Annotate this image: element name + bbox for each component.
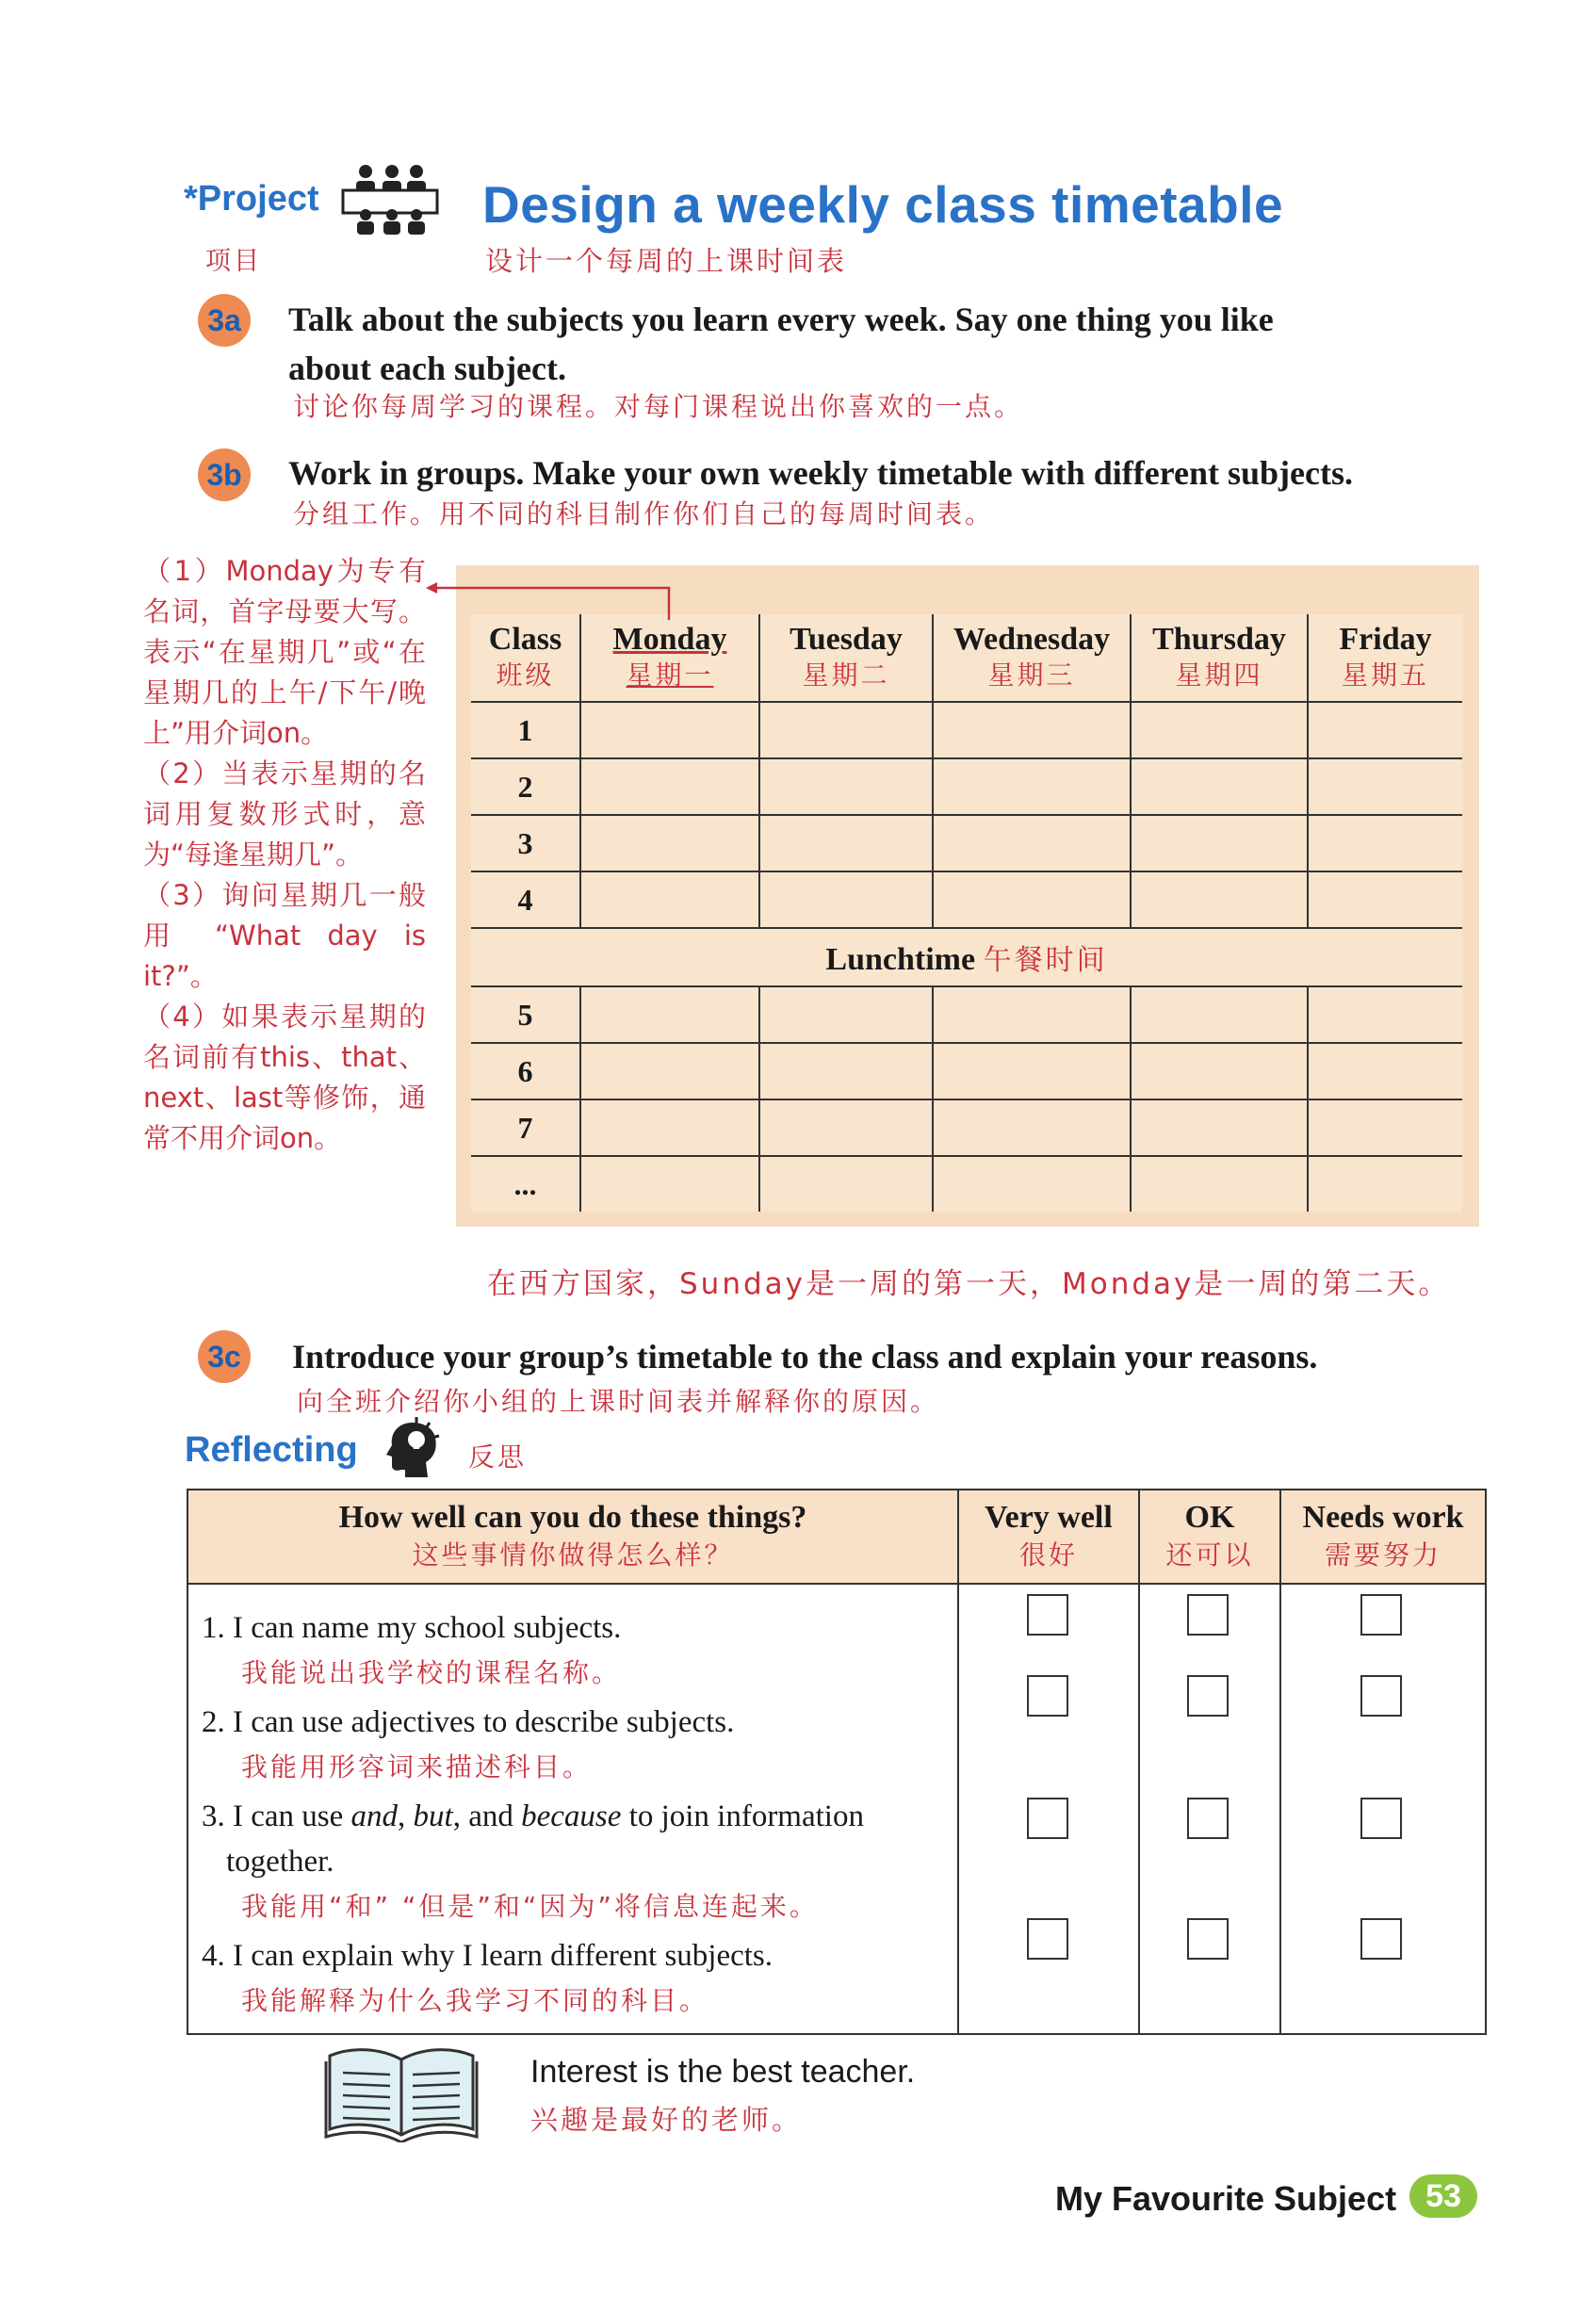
class-number: 5 xyxy=(471,986,580,1043)
header-friday: Friday 星期五 xyxy=(1308,614,1462,702)
note-3: （3）询问星期几一般用 “What day is it?”。 xyxy=(143,879,426,992)
timetable-cell[interactable] xyxy=(1308,758,1462,815)
timetable-cell[interactable] xyxy=(1308,1099,1462,1156)
quote-cn: 兴趣是最好的老师。 xyxy=(530,2104,803,2136)
task-3b-badge: 3b xyxy=(198,448,251,501)
checkbox-ok-3[interactable] xyxy=(1187,1798,1229,1839)
table-row xyxy=(471,815,1462,871)
west-note: 在西方国家，Sunday是一周的第一天，Monday是一周的第二天。 xyxy=(487,1267,1451,1301)
timetable-cell[interactable] xyxy=(580,815,759,871)
timetable-cell[interactable] xyxy=(1308,702,1462,758)
note-arrow-icon xyxy=(422,582,676,620)
note-4: （4）如果表示星期的名词前有this、that、next、last等修饰，通常不用介词on。 xyxy=(143,1001,426,1154)
checkbox-very-well-2[interactable] xyxy=(1027,1675,1068,1717)
checkbox-needs-work-3[interactable] xyxy=(1360,1798,1402,1839)
timetable-cell[interactable] xyxy=(1131,986,1308,1043)
open-book-icon xyxy=(324,2043,479,2142)
class-number: 4 xyxy=(471,871,580,928)
page-title-cn: 设计一个每周的上课时间表 xyxy=(485,245,848,277)
class-number: 1 xyxy=(471,702,580,758)
task-3c-cn: 向全班介绍你小组的上课时间表并解释你的原因。 xyxy=(297,1386,940,1417)
timetable-cell[interactable] xyxy=(580,1043,759,1099)
timetable-cell[interactable] xyxy=(1308,986,1462,1043)
timetable-cell[interactable] xyxy=(1308,815,1462,871)
header-monday: Monday 星期一 xyxy=(580,614,759,702)
header-thursday: Thursday 星期四 xyxy=(1131,614,1308,702)
timetable-cell[interactable] xyxy=(580,1099,759,1156)
timetable-cell[interactable] xyxy=(580,1156,759,1212)
timetable-cell[interactable] xyxy=(1131,1043,1308,1099)
header-question: How well can you do these things? 这些事情你做得怎么样？ xyxy=(187,1490,958,1584)
task-3b-cn: 分组工作。用不同的科目制作你们自己的每周时间表。 xyxy=(293,498,995,529)
quote: Interest is the best teacher. xyxy=(530,2054,916,2090)
checkbox-ok-2[interactable] xyxy=(1187,1675,1229,1717)
timetable-cell[interactable] xyxy=(1131,871,1308,928)
header-wednesday: Wednesday 星期三 xyxy=(933,614,1131,702)
ok-column xyxy=(1139,1584,1280,2034)
class-number: 7 xyxy=(471,1099,580,1156)
checkbox-needs-work-4[interactable] xyxy=(1360,1918,1402,1960)
timetable-cell[interactable] xyxy=(1308,871,1462,928)
timetable-cell[interactable] xyxy=(933,871,1131,928)
timetable-cell[interactable] xyxy=(1131,758,1308,815)
header-class: Class 班级 xyxy=(471,614,580,702)
can-do-item-2: 2. I can use adjectives to describe subjects. 我能用形容词来描述科目。 xyxy=(202,1705,735,1783)
can-do-list xyxy=(187,1584,958,2034)
checkbox-very-well-1[interactable] xyxy=(1027,1594,1068,1636)
timetable-cell[interactable] xyxy=(1131,815,1308,871)
header-very-well: Very well 很好 xyxy=(958,1490,1139,1584)
timetable-cell[interactable] xyxy=(1131,702,1308,758)
can-do-item-4: 4. I can explain why I learn different subjects. 我能解释为什么我学习不同的科目。 xyxy=(202,1939,774,2016)
timetable-cell[interactable] xyxy=(580,871,759,928)
checkbox-needs-work-2[interactable] xyxy=(1360,1675,1402,1717)
table-row xyxy=(471,986,1462,1043)
lunchtime-cell: Lunchtime 午餐时间 xyxy=(471,928,1462,986)
timetable-cell[interactable] xyxy=(759,758,933,815)
timetable-cell[interactable] xyxy=(1131,1156,1308,1212)
checkbox-very-well-3[interactable] xyxy=(1027,1798,1068,1839)
can-do-item-1: 1. I can name my school subjects. 我能说出我学校的课程名称。 xyxy=(202,1611,622,1688)
page-title: Design a weekly class timetable xyxy=(482,175,1284,234)
table-row xyxy=(471,1043,1462,1099)
timetable-cell[interactable] xyxy=(759,1156,933,1212)
task-3a-text-line2: about each subject. xyxy=(288,350,566,387)
timetable-cell[interactable] xyxy=(759,1043,933,1099)
table-row xyxy=(471,702,1462,758)
task-3a-cn: 讨论你每周学习的课程。对每门课程说出你喜欢的一点。 xyxy=(293,391,1024,422)
project-label-cn: 项目 xyxy=(205,247,262,276)
timetable-cell[interactable] xyxy=(759,815,933,871)
task-3b-text: Work in groups. Make your own weekly timetable with different subjects. xyxy=(288,454,1353,492)
timetable-cell[interactable] xyxy=(933,758,1131,815)
task-3a-text-line1: Talk about the subjects you learn every week. Say one thing you like xyxy=(288,301,1274,338)
class-number: 6 xyxy=(471,1043,580,1099)
note-2: （2）当表示星期的名词用复数形式时，意为“每逢星期几”。 xyxy=(143,757,426,871)
timetable-cell[interactable] xyxy=(580,758,759,815)
page-number: 53 xyxy=(1409,2174,1477,2218)
timetable-cell[interactable] xyxy=(933,1099,1131,1156)
reflecting-cn: 反思 xyxy=(468,1441,528,1473)
timetable-cell[interactable] xyxy=(759,702,933,758)
timetable-cell[interactable] xyxy=(759,871,933,928)
group-work-icon xyxy=(339,162,441,237)
checkbox-ok-1[interactable] xyxy=(1187,1594,1229,1636)
timetable-cell[interactable] xyxy=(1131,1099,1308,1156)
can-do-item-3: 3. I can use and, but, and because to join information together. 我能用“和” “但是”和“因为”将信息连起来。 xyxy=(202,1799,864,1922)
timetable-cell[interactable] xyxy=(759,1099,933,1156)
project-label: *Project xyxy=(184,179,319,219)
table-row xyxy=(471,1099,1462,1156)
thinking-head-icon xyxy=(384,1415,443,1477)
table-row xyxy=(471,758,1462,815)
class-number: ... xyxy=(471,1156,580,1212)
header-needs-work: Needs work 需要努力 xyxy=(1280,1490,1486,1584)
self-assessment-table xyxy=(187,1489,1487,2035)
timetable-cell[interactable] xyxy=(1308,1043,1462,1099)
reflecting-label: Reflecting xyxy=(185,1430,358,1470)
unit-title: My Favourite Subject xyxy=(1055,2179,1397,2218)
timetable-cell[interactable] xyxy=(933,815,1131,871)
header-ok: OK 还可以 xyxy=(1139,1490,1280,1584)
checkbox-ok-4[interactable] xyxy=(1187,1918,1229,1960)
timetable-cell[interactable] xyxy=(580,986,759,1043)
side-notes xyxy=(143,551,426,1159)
timetable-cell[interactable] xyxy=(1308,1156,1462,1212)
timetable-cell[interactable] xyxy=(933,986,1131,1043)
task-3c-text: Introduce your group’s timetable to the class and explain your reasons. xyxy=(292,1338,1318,1376)
task-3a-badge: 3a xyxy=(198,294,251,347)
class-number: 2 xyxy=(471,758,580,815)
timetable-cell[interactable] xyxy=(580,702,759,758)
task-3c-badge: 3c xyxy=(198,1330,251,1383)
class-number: 3 xyxy=(471,815,580,871)
header-tuesday: Tuesday 星期二 xyxy=(759,614,933,702)
checkbox-needs-work-1[interactable] xyxy=(1360,1594,1402,1636)
checkbox-very-well-4[interactable] xyxy=(1027,1918,1068,1960)
weekly-timetable xyxy=(471,614,1462,1212)
note-1: （1）Monday为专有名词，首字母要大写。表示“在星期几”或“在星期几的上午/下午/晚上”用介词on。 xyxy=(143,555,426,749)
needs-work-column xyxy=(1280,1584,1486,2034)
timetable-cell[interactable] xyxy=(933,702,1131,758)
table-row xyxy=(471,1156,1462,1212)
timetable-cell[interactable] xyxy=(759,986,933,1043)
timetable-cell[interactable] xyxy=(933,1156,1131,1212)
timetable-cell[interactable] xyxy=(933,1043,1131,1099)
table-row xyxy=(471,871,1462,928)
lunchtime-row xyxy=(471,928,1462,986)
very-well-column xyxy=(958,1584,1139,2034)
